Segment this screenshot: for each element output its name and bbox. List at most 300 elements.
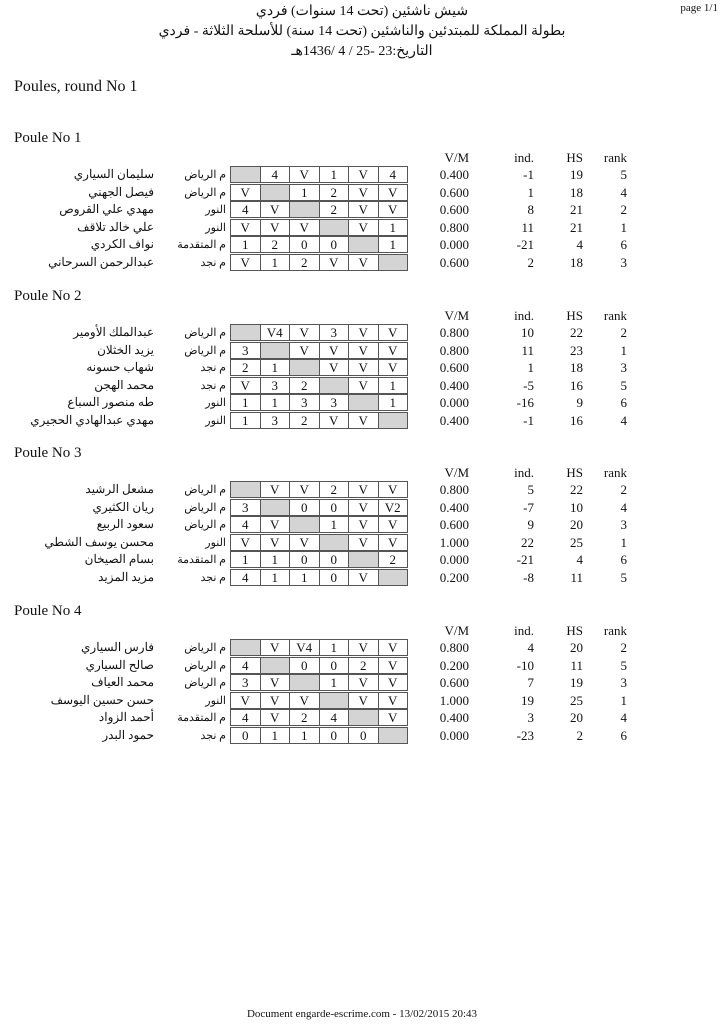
stat-ind: 8 (527, 202, 534, 218)
fencer-club: النور (205, 536, 226, 549)
stat-hs: 23 (570, 342, 583, 358)
fencer-row (14, 727, 714, 745)
fencer-name: مزيد المزيد (98, 569, 154, 584)
bout-score-cell: 1 (230, 394, 261, 411)
stat-ind: -1 (523, 167, 534, 182)
stat-header-rank: rank (603, 465, 627, 480)
bout-score-cell: V (378, 481, 409, 498)
bout-score-cell: V (260, 201, 291, 218)
self-bout-cell (230, 481, 261, 498)
self-bout-cell (289, 516, 320, 533)
bout-score-cell: 2 (378, 551, 409, 568)
bout-cells (230, 569, 407, 586)
bout-score-cell: 1 (378, 377, 409, 394)
stat-vm: 0.800 (439, 640, 469, 655)
bout-score-cell: V (378, 201, 409, 218)
bout-cells (230, 394, 407, 411)
bout-score-cell: V (378, 359, 409, 376)
self-bout-cell (230, 639, 261, 656)
bout-score-cell: 1 (289, 184, 320, 201)
stat-hs: 20 (570, 640, 583, 655)
bout-score-cell: 0 (319, 569, 350, 586)
bout-score-cell: V (348, 359, 379, 376)
fencer-row (14, 499, 714, 517)
stat-header-row (14, 621, 714, 639)
fencer-row (14, 201, 714, 219)
stat-vm: 0.400 (439, 499, 469, 515)
bout-score-cell: 4 (378, 166, 409, 183)
bout-score-cell: 0 (319, 727, 350, 744)
bout-score-cell: 4 (230, 516, 261, 533)
self-bout-cell (348, 236, 379, 253)
bout-score-cell: 2 (230, 359, 261, 376)
stat-rank: 5 (620, 569, 627, 585)
bout-cells (230, 166, 407, 183)
bout-cells (230, 639, 407, 656)
stat-ind: 11 (521, 219, 534, 235)
stat-vm: 0.400 (439, 412, 469, 428)
bout-score-cell: 0 (289, 551, 320, 568)
bout-cells (230, 674, 407, 691)
header-line-3: التاريخ:23 -25 / 4 /1436هـ (291, 44, 433, 59)
stat-rank: 4 (620, 184, 627, 200)
stat-ind: -23 (516, 727, 534, 743)
bout-score-cell: V (230, 692, 261, 709)
stat-header-row (14, 306, 714, 324)
bout-score-cell: V (348, 219, 379, 236)
bout-cells (230, 727, 407, 744)
fencer-row (14, 481, 714, 499)
bout-score-cell: 2 (260, 236, 291, 253)
stat-hs: 20 (570, 517, 583, 533)
poule-1 (14, 128, 714, 272)
fencer-club: م الرياض (184, 344, 226, 357)
stat-hs: 25 (570, 534, 583, 550)
fencer-name: مشعل الرشيد (85, 482, 154, 496)
stat-header-hs: HS (566, 308, 583, 323)
self-bout-cell (289, 201, 320, 218)
stat-ind: 11 (521, 342, 534, 358)
stat-vm: 0.600 (439, 360, 469, 376)
fencer-club: النور (205, 397, 226, 410)
stat-hs: 4 (576, 237, 583, 253)
bout-score-cell: 1 (260, 551, 291, 568)
fencer-club: م نجد (200, 729, 226, 742)
stat-rank: 3 (620, 517, 627, 533)
bout-score-cell: 2 (319, 481, 350, 498)
bout-score-cell: V (260, 219, 291, 236)
bout-score-cell: V (348, 534, 379, 551)
self-bout-cell (289, 674, 320, 691)
bout-score-cell: 4 (230, 657, 261, 674)
stat-vm: 0.800 (439, 342, 469, 358)
bout-score-cell: V (348, 692, 379, 709)
fencer-name: مهدي علي القروص (59, 202, 154, 217)
bout-score-cell: 0 (230, 727, 261, 744)
fencer-row (14, 166, 714, 184)
stat-ind: -8 (523, 569, 534, 585)
stat-vm: 0.000 (439, 237, 469, 253)
stat-vm: 0.000 (439, 552, 469, 568)
stat-header-rank: rank (603, 623, 627, 638)
stat-ind: 3 (527, 710, 534, 726)
stat-ind: 4 (527, 640, 534, 655)
self-bout-cell (260, 499, 291, 516)
bout-score-cell: 1 (378, 236, 409, 253)
self-bout-cell (348, 394, 379, 411)
fencer-name: عبدالرحمن السرحاني (48, 254, 154, 269)
fencer-club: م نجد (200, 256, 226, 269)
bout-score-cell: V (289, 342, 320, 359)
fencer-row (14, 236, 714, 254)
self-bout-cell (289, 359, 320, 376)
fencer-club: النور (205, 204, 226, 217)
bout-score-cell: 3 (230, 342, 261, 359)
stat-rank: 6 (620, 237, 627, 253)
bout-score-cell: 4 (230, 569, 261, 586)
fencer-name: أحمد الزواد (98, 710, 154, 725)
stat-vm: 1.000 (439, 534, 469, 550)
bout-score-cell: 1 (260, 394, 291, 411)
stat-vm: 1.000 (439, 692, 469, 708)
bout-score-cell: V (378, 709, 409, 726)
stat-rank: 2 (620, 325, 627, 340)
footer: Document engarde-escrime.com - 13/02/2015 20:43 (246, 1008, 478, 1020)
bout-score-cell: V (348, 481, 379, 498)
stat-ind: 1 (527, 360, 534, 376)
stat-ind: -21 (516, 237, 534, 253)
fencer-name: شهاب حسونه (86, 360, 154, 375)
stat-vm: 0.600 (439, 517, 469, 533)
stat-vm: 0.400 (439, 710, 469, 726)
stat-rank: 5 (620, 657, 627, 673)
fencer-name: مهدي عبدالهادي الحجيري (30, 412, 154, 427)
fencer-club: م الرياض (184, 677, 226, 690)
fencer-club: م المتقدمة (177, 554, 226, 567)
header-line-1: شيش ناشئين (تحت 14 سنوات) فردي (255, 4, 469, 19)
bout-score-cell: V (348, 166, 379, 183)
fencer-row (14, 342, 714, 360)
fencer-name: فارس السياري (81, 640, 154, 654)
bout-score-cell: V (348, 342, 379, 359)
fencer-club: م الرياض (184, 519, 226, 532)
fencer-row (14, 254, 714, 272)
bout-cells (230, 254, 407, 271)
fencer-row (14, 516, 714, 534)
self-bout-cell (260, 342, 291, 359)
stat-ind: -16 (516, 395, 534, 411)
poule-3 (14, 443, 714, 587)
bout-cells (230, 692, 407, 709)
poule-title: Poule No 4 (14, 603, 82, 619)
self-bout-cell (319, 377, 350, 394)
fencer-name: محمد الهجن (94, 377, 154, 392)
bout-cells (230, 184, 407, 201)
stat-vm: 0.400 (439, 167, 469, 182)
bout-score-cell: V (378, 657, 409, 674)
fencer-row (14, 569, 714, 587)
stat-rank: 4 (620, 412, 627, 428)
document-header (0, 2, 724, 62)
stat-vm: 0.800 (439, 325, 469, 340)
stat-rank: 3 (620, 675, 627, 691)
fencer-row (14, 657, 714, 675)
bout-score-cell: V (260, 481, 291, 498)
stat-hs: 11 (570, 657, 583, 673)
bout-score-cell: V (348, 499, 379, 516)
bout-score-cell: 0 (319, 551, 350, 568)
stat-rank: 1 (620, 692, 627, 708)
bout-score-cell: 2 (289, 377, 320, 394)
fencer-club: م الرياض (184, 484, 226, 496)
stat-rank: 6 (620, 552, 627, 568)
fencer-club: م الرياض (184, 186, 226, 199)
bout-cells (230, 657, 407, 674)
bout-score-cell: 1 (289, 727, 320, 744)
stat-hs: 21 (570, 219, 583, 235)
stat-hs: 20 (570, 710, 583, 726)
fencer-name: ريان الكثيري (92, 499, 154, 514)
fencer-row (14, 639, 714, 657)
bout-score-cell: 0 (289, 236, 320, 253)
bout-score-cell: V (289, 534, 320, 551)
self-bout-cell (319, 692, 350, 709)
bout-score-cell: V (319, 254, 350, 271)
bout-score-cell: 1 (260, 569, 291, 586)
stat-ind: -10 (516, 657, 534, 673)
stat-header-rank: rank (603, 150, 627, 165)
poule-title: Poule No 3 (14, 445, 82, 461)
stat-hs: 22 (570, 482, 583, 497)
stat-rank: 4 (620, 710, 627, 726)
stat-header-ind: ind. (514, 150, 534, 165)
bout-score-cell: V (319, 359, 350, 376)
bout-score-cell: V (378, 516, 409, 533)
bout-score-cell: V (378, 639, 409, 656)
bout-score-cell: 1 (289, 569, 320, 586)
bout-cells (230, 201, 407, 218)
stat-ind: -1 (523, 412, 534, 428)
stat-hs: 25 (570, 692, 583, 708)
bout-score-cell: 0 (319, 499, 350, 516)
bout-score-cell: V (260, 692, 291, 709)
stat-ind: -7 (523, 499, 534, 515)
bout-score-cell: V (260, 534, 291, 551)
stat-hs: 21 (570, 202, 583, 218)
bout-score-cell: 0 (348, 727, 379, 744)
stat-header-vm: V/M (444, 150, 469, 165)
bout-cells (230, 534, 407, 551)
self-bout-cell (378, 412, 409, 429)
bout-score-cell: 3 (319, 324, 350, 341)
stat-ind: 7 (527, 675, 534, 691)
stat-vm: 0.600 (439, 184, 469, 200)
stat-ind: 9 (527, 517, 534, 533)
stat-rank: 2 (620, 482, 627, 497)
stat-rank: 1 (620, 219, 627, 235)
bout-score-cell: V (260, 639, 291, 656)
fencer-name: يزيد الخثلان (97, 342, 154, 357)
bout-score-cell: V (378, 534, 409, 551)
stat-vm: 0.600 (439, 254, 469, 270)
bout-score-cell: V (260, 674, 291, 691)
fencer-club: م نجد (200, 379, 226, 392)
stat-hs: 22 (570, 325, 583, 340)
bout-score-cell: V (289, 324, 320, 341)
stat-ind: 5 (527, 482, 534, 497)
stat-ind: -21 (516, 552, 534, 568)
fencer-name: عبدالملك الأومير (73, 325, 154, 339)
fencer-name: سعود الربيع (96, 517, 154, 532)
bout-score-cell: 1 (319, 674, 350, 691)
bout-cells (230, 551, 407, 568)
bout-score-cell: V (319, 342, 350, 359)
stat-rank: 3 (620, 254, 627, 270)
stat-ind: 22 (521, 534, 534, 550)
self-bout-cell (378, 727, 409, 744)
bout-cells (230, 709, 407, 726)
fencer-club: م نجد (200, 571, 226, 584)
bout-score-cell: V (348, 569, 379, 586)
bout-score-cell: 2 (348, 657, 379, 674)
bout-score-cell: V (230, 534, 261, 551)
fencer-name: فيصل الجهني (88, 184, 154, 199)
stat-hs: 9 (576, 395, 583, 411)
bout-score-cell: V (260, 516, 291, 533)
stat-header-vm: V/M (444, 465, 469, 480)
stat-hs: 18 (570, 360, 583, 376)
fencer-row (14, 394, 714, 412)
poule-4 (14, 601, 714, 745)
stat-vm: 0.200 (439, 569, 469, 585)
bout-score-cell: V (348, 184, 379, 201)
fencer-name: محمد العياف (91, 675, 154, 690)
self-bout-cell (260, 657, 291, 674)
bout-score-cell: 2 (289, 412, 320, 429)
bout-score-cell: 4 (230, 709, 261, 726)
fencer-name: طه منصور السباع (67, 395, 154, 410)
bout-score-cell: 0 (319, 236, 350, 253)
bout-score-cell: 2 (289, 254, 320, 271)
bout-score-cell: 1 (319, 166, 350, 183)
self-bout-cell (319, 219, 350, 236)
bout-score-cell: 1 (260, 254, 291, 271)
stat-rank: 4 (620, 499, 627, 515)
fencer-club: النور (205, 694, 226, 707)
bout-score-cell: V (378, 674, 409, 691)
bout-cells (230, 219, 407, 236)
self-bout-cell (319, 534, 350, 551)
poule-title: Poule No 1 (14, 130, 82, 146)
self-bout-cell (230, 324, 261, 341)
bout-score-cell: V (378, 324, 409, 341)
bout-score-cell: V (348, 516, 379, 533)
stat-ind: -5 (523, 377, 534, 393)
self-bout-cell (348, 551, 379, 568)
stat-rank: 5 (620, 377, 627, 393)
fencer-name: حسن حسين اليوسف (50, 692, 154, 707)
fencer-club: م المتقدمة (177, 239, 226, 252)
bout-score-cell: 1 (230, 412, 261, 429)
stat-header-ind: ind. (514, 465, 534, 480)
fencer-club: النور (205, 414, 226, 427)
stat-rank: 6 (620, 727, 627, 743)
bout-score-cell: V (319, 412, 350, 429)
bout-cells (230, 412, 407, 429)
page-number: page 1/1 (680, 2, 718, 14)
fencer-row (14, 324, 714, 342)
self-bout-cell (378, 569, 409, 586)
bout-cells (230, 236, 407, 253)
bout-score-cell: 1 (260, 359, 291, 376)
stat-rank: 2 (620, 202, 627, 218)
fencer-club: م الرياض (184, 169, 226, 181)
bout-score-cell: 2 (319, 184, 350, 201)
bout-score-cell: 0 (289, 499, 320, 516)
self-bout-cell (348, 709, 379, 726)
bout-cells (230, 359, 407, 376)
stat-rank: 1 (620, 342, 627, 358)
fencer-club: م الرياض (184, 659, 226, 672)
stat-rank: 1 (620, 534, 627, 550)
bout-score-cell: V (230, 219, 261, 236)
bout-score-cell: 3 (260, 377, 291, 394)
stat-vm: 0.000 (439, 727, 469, 743)
self-bout-cell (378, 254, 409, 271)
stat-hs: 11 (570, 569, 583, 585)
fencer-row (14, 709, 714, 727)
stat-header-vm: V/M (444, 308, 469, 323)
fencer-row (14, 184, 714, 202)
fencer-name: حمود البدر (102, 727, 154, 742)
fencer-row (14, 359, 714, 377)
bout-score-cell: 1 (319, 639, 350, 656)
stat-hs: 10 (570, 499, 583, 515)
stat-rank: 5 (620, 167, 627, 182)
bout-score-cell: V (230, 184, 261, 201)
header-line-2: بطولة المملكة للمبتدئين والناشئين (تحت 14 سنة) للأسلحة الثلاثة - فردي (158, 24, 566, 39)
stat-hs: 18 (570, 254, 583, 270)
stat-vm: 0.600 (439, 202, 469, 218)
poule-2 (14, 286, 714, 430)
bout-score-cell: V (289, 692, 320, 709)
fencer-club: النور (205, 221, 226, 234)
bout-score-cell: 2 (319, 201, 350, 218)
stat-vm: 0.600 (439, 675, 469, 691)
fencer-name: نواف الكردي (90, 237, 154, 252)
stat-hs: 18 (570, 184, 583, 200)
self-bout-cell (230, 166, 261, 183)
stat-header-vm: V/M (444, 623, 469, 638)
bout-cells (230, 481, 407, 498)
bout-cells (230, 516, 407, 533)
fencer-club: م الرياض (184, 501, 226, 514)
stat-header-hs: HS (566, 623, 583, 638)
bout-score-cell: V (348, 674, 379, 691)
bout-score-cell: V (289, 166, 320, 183)
bout-score-cell: 1 (260, 727, 291, 744)
bout-score-cell: V (289, 481, 320, 498)
bout-cells (230, 377, 407, 394)
bout-score-cell: V (230, 377, 261, 394)
stat-vm: 0.200 (439, 657, 469, 673)
bout-score-cell: 0 (289, 657, 320, 674)
bout-score-cell: 1 (378, 219, 409, 236)
fencer-row (14, 219, 714, 237)
bout-score-cell: V (260, 709, 291, 726)
stat-hs: 19 (570, 675, 583, 691)
bout-score-cell: 3 (319, 394, 350, 411)
